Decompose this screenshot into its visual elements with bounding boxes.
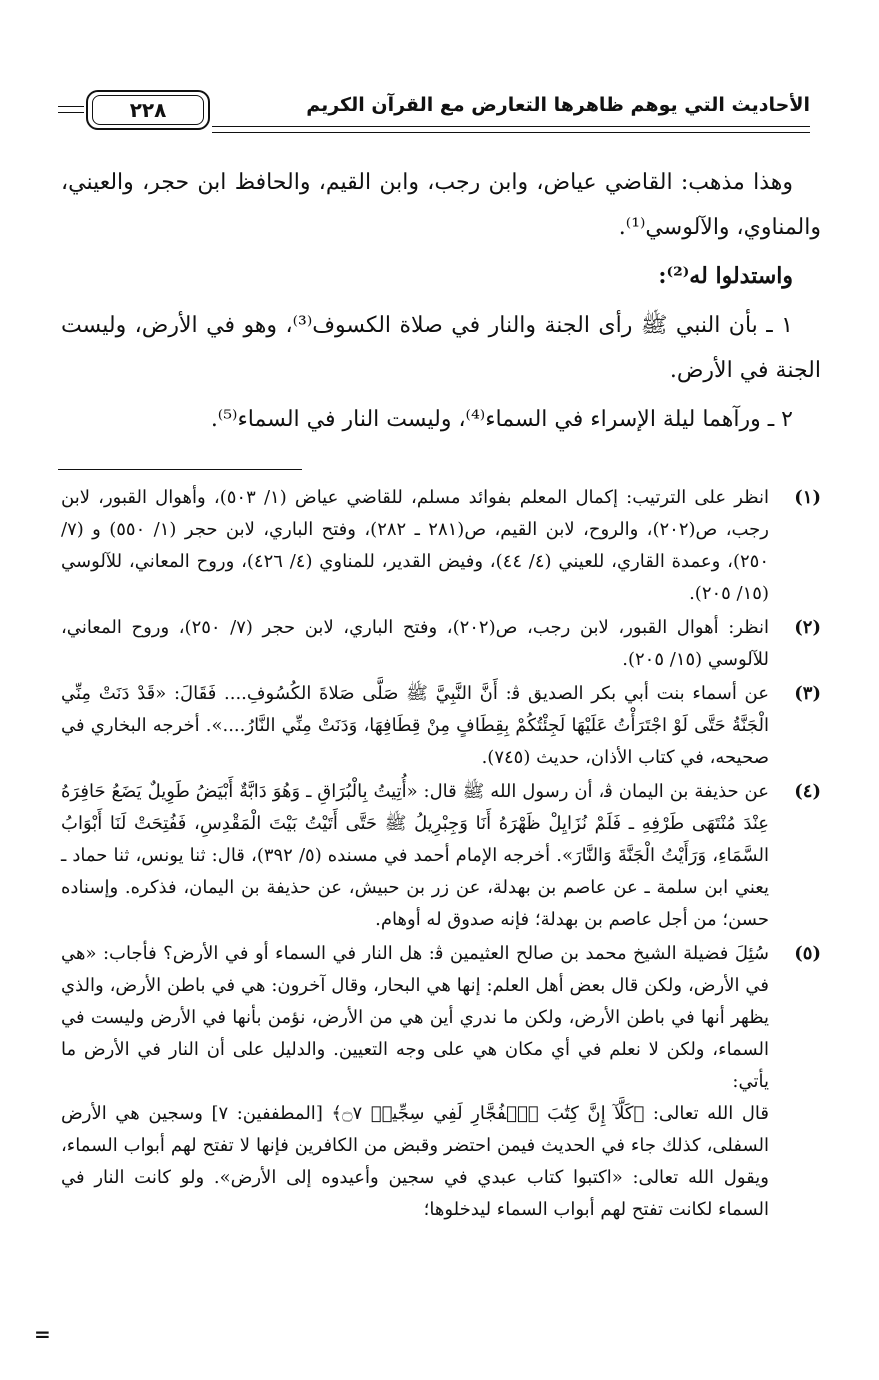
page-number-frame bbox=[86, 90, 210, 130]
page-number: ٢٢٨ bbox=[92, 95, 204, 125]
footnote-2 bbox=[61, 612, 821, 676]
footnotes bbox=[61, 482, 821, 1228]
footnote-3 bbox=[61, 678, 821, 774]
footnote-1 bbox=[61, 482, 821, 610]
header-rule-left-top bbox=[58, 106, 84, 107]
footnote-separator bbox=[58, 469, 302, 470]
footnote-text: عن أسماء بنت أبي بكر الصديق ﭬ: أَنَّ النَّبِيَّ ﷺ صَلَّى صَلاةَ الكُسُوفِ.... فَقَالَ: «قَدْ دَنَتْ مِنِّي الْجَنَّةُ حَتَّى لَوْ اجْتَرَأْتُ عَلَيْهَا لَجِئْتُكُمْ بِقِطَافٍ مِنْ قِطَافِهَا، وَدَنَتْ مِنِّي النَّارُ....». أخرجه البخاري في صحيحه، في كتاب الأذان، حديث (٧٤٥). bbox=[61, 683, 770, 768]
body-paragraph-1: وهذا مذهب: القاضي عياض، وابن رجب، وابن القيم، والحافظ ابن حجر، والعيني، والمناوي، والآلوسي⁽¹⁾. bbox=[61, 170, 821, 240]
footnote-text: عن حذيفة بن اليمان ﭬ، أن رسول الله ﷺ قال: «أُتِيتُ بِالْبُرَاقِ ـ وَهُوَ دَابَّةٌ أَبْيَضُ طَوِيلٌ يَضَعُ حَافِرَهُ عِنْدَ مُنْتَهَى طَرْفِهِ ـ فَلَمْ نُزَايِلْ ظَهْرَهُ أَنَا وَجِبْرِيلُ ﷺ حَتَّى أَتَيْتُ بَيْتَ الْمَقْدِسِ، فَفُتِحَتْ لَنَا أَبْوَابُ السَّمَاءِ، وَرَأَيْتُ الْجَنَّةَ وَالنَّارَ». أخرجه الإمام أحمد في مسنده (٥/ ٣٩٢)، قال: ثنا يونس، ثنا حماد ـ يعني ابن سلمة ـ عن عاصم بن بهدلة، عن زر بن حبيش، عن حذيفة بن اليمان، فذكره. وإسناده حسن؛ من أجل عاصم بن بهدلة؛ فإنه صدوق له أوهام. bbox=[61, 781, 769, 930]
footnote-text: انظر على الترتيب: إكمال المعلم بفوائد مسلم، للقاضي عياض (١/ ٥٠٣)، وأهوال القبور، لابن رجب، ص(٢٠٢)، والروح، لابن القيم، ص(٢٨١ ـ ٢٨٢)، وفتح الباري، لابن حجر (١/ ٥٥٠) و (٧/ ٢٥٠)، وعمدة القاري، للعيني (٤/ ٤٤)، وفيض القدير، للمناوي (٤/ ٤٢٦)، وروح المعاني، للآلوسي (١٥/ ٢٠٥). bbox=[61, 487, 769, 604]
footnote-number: (٣) bbox=[794, 683, 821, 704]
page-header bbox=[58, 88, 810, 140]
footnote-5 bbox=[61, 938, 821, 1226]
running-title: الأحاديث التي يوهم ظاهرها التعارض مع القرآن الكريم bbox=[306, 94, 810, 116]
body-heading-evidence: واستدلوا له⁽²⁾: bbox=[658, 263, 793, 289]
main-text bbox=[61, 160, 821, 446]
footnote-5-line-2: قال الله تعالى: ﴿كَلَّآ إِنَّ كِتَٰبَ ٱلۡفُجَّارِ لَفِي سِجِّينٖ ۝٧﴾ [المطففين: ٧] وسجين هي الأرض السفلى، كذلك جاء في الحديث فيمن احتضر وقبض من الكافرين فإنها لا تفتح لهم أبواب السماء، ويقول الله تعالى: «اكتبوا كتاب عبدي في سجين وأعيدوه إلى الأرض». ولو كانت النار في السماء لكانت تفتح لهم أبواب السماء ليدخلوها؛ bbox=[61, 1103, 769, 1220]
footnote-5-line-1: سُئِلَ فضيلة الشيخ محمد بن صالح العثيمين ﭬ: هل النار في السماء أو في الأرض؟ فأجاب: «هي في الأرض، ولكن قال بعض أهل العلم: إنها هي البحار، وقال آخرون: هي في باطن الأرض، والذي يظهر أنها في باطن الأرض، ولكن ما ندري أين هي من الأرض، نؤمن بأنها في الأرض وليست في السماء، ولكن لا نعلم في أي مكان هي على وجه التعيين. والدليل على أن النار في الأرض ما يأتي: bbox=[61, 943, 769, 1092]
body-paragraph-evidence-1: ١ ـ بأن النبي ﷺ رأى الجنة والنار في صلاة الكسوف⁽³⁾، وهو في الأرض، وليست الجنة في الأرض. bbox=[61, 313, 821, 383]
footnote-text: انظر: أهوال القبور، لابن رجب، ص(٢٠٢)، وفتح الباري، لابن حجر (٧/ ٢٥٠)، وروح المعاني، للآلوسي (١٥/ ٢٠٥). bbox=[61, 617, 769, 670]
body-paragraph-evidence-2: ٢ ـ ورآهما ليلة الإسراء في السماء⁽⁴⁾، وليست النار في السماء⁽⁵⁾. bbox=[210, 407, 793, 432]
footnote-number: (١) bbox=[794, 487, 821, 508]
footnote-number: (٤) bbox=[794, 781, 821, 802]
header-rule-left-bottom bbox=[58, 112, 84, 113]
footnote-number: (٥) bbox=[794, 943, 821, 964]
header-rule-top bbox=[212, 126, 810, 127]
footnote-number: (٢) bbox=[794, 617, 821, 638]
header-rule-bottom bbox=[212, 132, 810, 133]
footnote-text bbox=[61, 938, 769, 1226]
footnote-4 bbox=[61, 776, 821, 936]
continuation-mark: = bbox=[34, 1322, 51, 1346]
